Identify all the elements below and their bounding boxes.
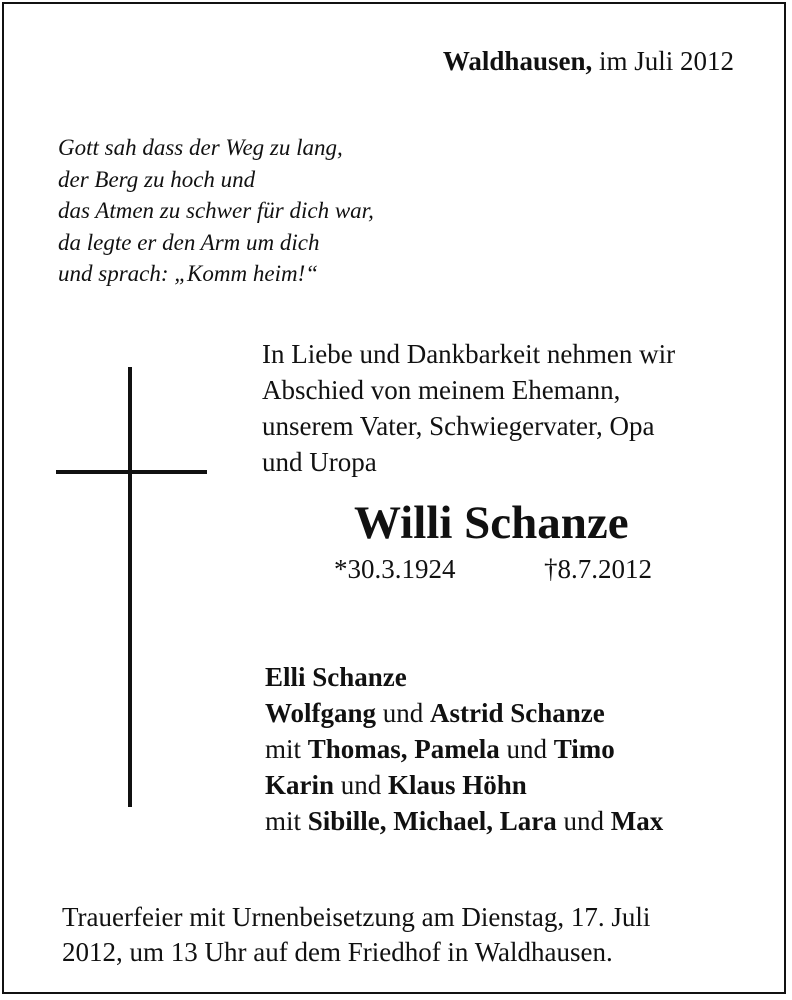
- mourner-name: Klaus Höhn: [388, 770, 527, 800]
- connector-text: und: [563, 806, 605, 836]
- connector-text: und: [382, 698, 424, 728]
- place-date-text: im Juli 2012: [598, 46, 734, 76]
- mourner-name: Astrid Schanze: [430, 698, 605, 728]
- mourners-list: [265, 659, 663, 839]
- obituary-notice: [2, 2, 786, 994]
- poem-line: und sprach: „Komm heim!“: [58, 261, 319, 286]
- poem: [58, 132, 374, 290]
- connector-text: und: [340, 770, 382, 800]
- mourner-line: [265, 659, 663, 695]
- mourner-name: Timo: [553, 734, 615, 764]
- place-date: [443, 46, 734, 77]
- farewell-line: Abschied von meinem Ehemann,: [262, 375, 621, 405]
- poem-line: da legte er den Arm um dich: [58, 229, 320, 255]
- mourner-line: [265, 803, 663, 839]
- farewell-text: [262, 336, 675, 480]
- funeral-info-line: Trauerfeier mit Urnenbeisetzung am Dienstag, 17. Juli: [62, 902, 651, 932]
- poem-line: das Atmen zu schwer für dich war,: [58, 198, 374, 223]
- place-city: Waldhausen,: [442, 46, 593, 76]
- connector-text: und: [506, 734, 548, 764]
- death-date: †8.7.2012: [544, 554, 652, 584]
- deceased-name: Willi Schanze: [354, 497, 629, 549]
- cross-icon-vertical: [128, 367, 132, 807]
- poem-line: Gott sah dass der Weg zu lang,: [58, 135, 343, 160]
- farewell-line: und Uropa: [262, 447, 377, 477]
- connector-text: mit: [265, 734, 302, 764]
- farewell-line: In Liebe und Dankbarkeit nehmen wir: [262, 339, 676, 369]
- funeral-info: [62, 900, 650, 970]
- mourner-name: Karin: [265, 770, 335, 800]
- connector-text: mit: [265, 806, 302, 836]
- cross-icon-horizontal: [56, 470, 207, 474]
- mourner-name: Wolfgang: [265, 698, 377, 728]
- mourner-name: Elli Schanze: [265, 662, 407, 692]
- mourner-line: [265, 731, 663, 767]
- mourner-name: Thomas, Pamela: [307, 734, 500, 764]
- mourner-line: [265, 695, 663, 731]
- mourner-name: Sibille, Michael, Lara: [307, 806, 557, 836]
- mourner-name: Max: [610, 806, 664, 836]
- poem-line: der Berg zu hoch und: [58, 166, 256, 192]
- birth-date: *30.3.1924: [334, 554, 456, 584]
- mourner-line: [265, 767, 663, 803]
- funeral-info-line: 2012, um 13 Uhr auf dem Friedhof in Waldhausen.: [62, 937, 613, 967]
- farewell-line: unserem Vater, Schwiegervater, Opa: [262, 411, 655, 441]
